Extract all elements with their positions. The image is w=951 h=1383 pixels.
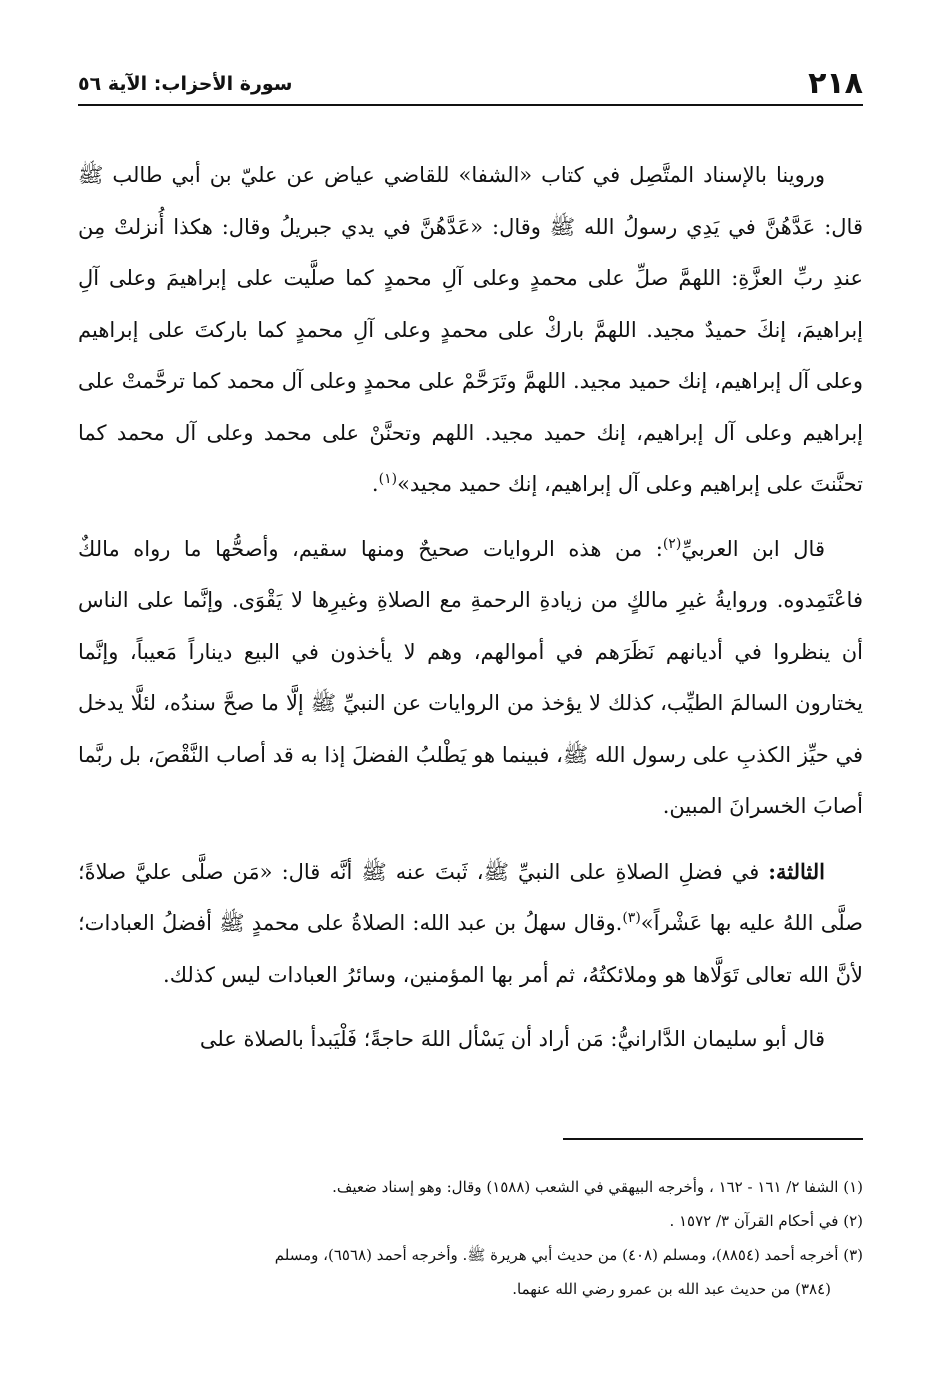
paragraph-1-tail: . [371, 472, 379, 496]
paragraph-2-text: : من هذه الروايات صحيحٌ ومنها سقيم، وأصحُّها ما رواه مالكٌ فاعْتَمِدوه. وروايةُ غيرِ مالكٍ من زيادةِ الرحمةِ مع الصلاةِ وغيرِها لا يَقْوَى. وإنَّما على الناس أن ينظروا في أديانهم نَظَرَهم في أموالهم، وهم لا يأخذون في البيع ديناراً مَعيباً، وإنَّما يختارون السالمَ الطيِّب، كذلك لا يؤخذ من الروايات عن النبيِّ ﷺ إلَّا ما صحَّ سندُه، لئلَّا يدخل في حيِّز الكذبِ على رسول الله ﷺ، فبينما هو يَطْلبُ الفضلَ إذا به قد أصاب النَّقْصَ، بل ربَّما أصابَ الخسرانَ المبين. [78, 536, 863, 818]
paragraph-3 [78, 846, 863, 1002]
paragraph-3-text-a: في فضلِ الصلاةِ على النبيِّ ﷺ، ثَبتَ عنه ﷺ أنَّه قال: «مَن صلَّى عليَّ صلاةً؛ صلَّى اللهُ عليه بها عَشْراً» [78, 859, 864, 935]
paragraph-2 [78, 524, 863, 833]
paragraph-3-text-b: .وقال سهلُ بن عبد الله: الصلاةُ على محمدٍ ﷺ أفضلُ العبادات؛ لأنَّ الله تعالى تَوَلَّاها هو وملائكتُهُ، ثم أمر بها المؤمنين، وسائرُ العبادات ليس كذلك. [78, 911, 863, 987]
paragraph-1-text: وروينا بالإسناد المتَّصِل في كتاب «الشفا» للقاضي عياض عن عليّ بن أبي طالب ﷺ قال: عَدَّهُنَّ في يَدِي رسولُ الله ﷺ وقال: «عَدَّهُنَّ في يدي جبريلُ وقال: هكذا أُنزلتْ مِن عندِ ربِّ العزَّةِ: اللهمَّ صلِّ على محمدٍ وعلى آلِ محمدٍ كما صلَّيت على إبراهيمَ وعلى آلِ إبراهيمَ، إنكَ حميدٌ مجيد. اللهمَّ باركْ على محمدٍ وعلى آلِ محمدٍ كما باركتَ على إبراهيم وعلى آل إبراهيم، إنك حميد مجيد. اللهمَّ وتَرَحَّمْ على محمدٍ وعلى آل محمد كما ترحَّمتْ على إبراهيم وعلى آل إبراهيم، إنك حميد مجيد. اللهم وتحنَّنْ على محمد وعلى آل محمد كما تحنَّنتَ على إبراهيم وعلى آل إبراهيم، إنك حميد مجيد» [78, 163, 863, 496]
page-number: ٢١٨ [808, 66, 863, 101]
running-title: سورة الأحزاب: الآية ٥٦ [78, 73, 293, 95]
paragraph-4-text: قال أبو سليمان الدَّارانيُّ: مَن أراد أن يَسْأل اللهَ حاجةً؛ فَلْيَبدأ بالصلاة على [199, 1027, 825, 1051]
footnote-3-continued: (٣٨٤) من حديث عبد الله بن عمرو رضي الله عنهما. [512, 1280, 831, 1298]
footnote-3: (٣) أخرجه أحمد (٨٨٥٤)، ومسلم (٤٠٨) من حديث أبي هريرة ﷺ. وأخرجه أحمد (٦٥٦٨)، ومسلم [274, 1246, 863, 1264]
paragraph-1 [78, 150, 863, 511]
footnote-divider [563, 1138, 863, 1140]
page-header [78, 64, 863, 106]
footnote-ref-1: (١) [378, 471, 398, 487]
main-text [78, 150, 863, 1066]
section-heading-third: الثالثة: [768, 858, 825, 884]
paragraph-2-lead: قال ابن العربيِّ [681, 536, 825, 561]
footnote-1: (١) الشفا ٢/ ١٦١ - ١٦٢ ، وأخرجه البيهقي في الشعب (١٥٨٨) وقال: وهو إسناد ضعيف. [332, 1178, 863, 1196]
footnote-ref-2: (٢) [662, 535, 682, 552]
paragraph-4 [78, 1014, 863, 1066]
footnotes [78, 1170, 863, 1306]
footnote-2: (٢) في أحكام القرآن ٣/ ١٥٧٢ . [669, 1212, 863, 1230]
footnote-ref-3: (٣) [622, 910, 641, 926]
